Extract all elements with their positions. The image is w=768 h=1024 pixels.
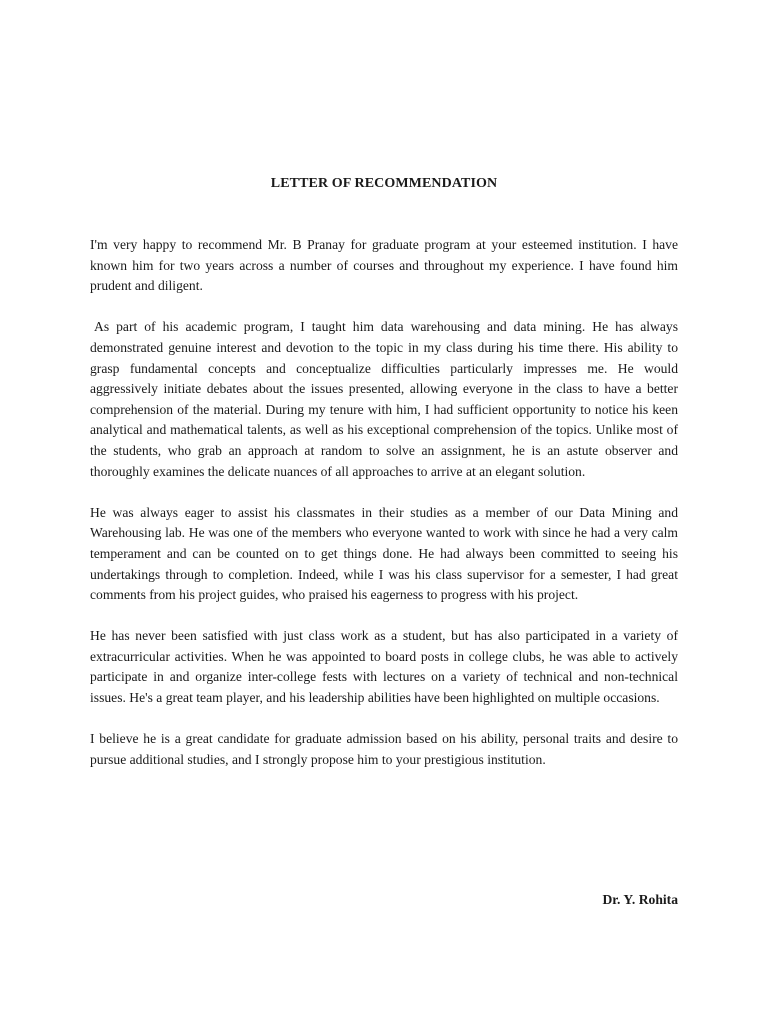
paragraph-lab: He was always eager to assist his classmates in their studies as a member of our Data Mining and Warehousing lab. He was one of the members who everyone wanted to work with since he had a very calm temperament and can be counted on to get things done. He had always been committed to seeing his undertakings through to completion. Indeed, while I was his class supervisor for a semester, I had great comments from his project guides, who praised his eagerness to progress with his project.: [90, 504, 678, 603]
letter-body: [90, 235, 678, 791]
paragraph-introduction: I'm very happy to recommend Mr. B Pranay for graduate program at your esteemed institution. I have known him for two years across a number of courses and throughout my experience. I have found him prudent and diligent.: [90, 237, 678, 294]
paragraph-conclusion: I believe he is a great candidate for graduate admission based on his ability, personal traits and desire to pursue additional studies, and I strongly propose him to your prestigious institution.: [90, 731, 678, 767]
paragraph-extracurricular: He has never been satisfied with just class work as a student, but has also participated in a variety of extracurricular activities. When he was appointed to board posts in college clubs, he was able to actively participate in and organize inter-college fests with lectures on a variety of technical and non-technical issues. He's a great team player, and his leadership abilities have been highlighted on multiple occasions.: [90, 628, 678, 706]
letter-title: LETTER OF RECOMMENDATION: [270, 176, 498, 191]
signature-name: Dr. Y. Rohita: [602, 892, 678, 907]
paragraph-academic: As part of his academic program, I taught him data warehousing and data mining. He has always demonstrated genuine interest and devotion to the topic in my class during his time there. His ability to grasp fundamental concepts and conceptualize difficulties particularly impresses me. He would aggressively initiate debates about the issues presented, allowing everyone in the class to have a better comprehension of the material. During my tenure with him, I had sufficient opportunity to notice his keen analytical and mathematical talents, as well as his exceptional comprehension of the topics. Unlike most of the students, who grab an approach at random to solve an assignment, he is an astute observer and thoroughly examines the delicate nuances of all approaches to arrive at an elegant solution.: [90, 319, 678, 479]
